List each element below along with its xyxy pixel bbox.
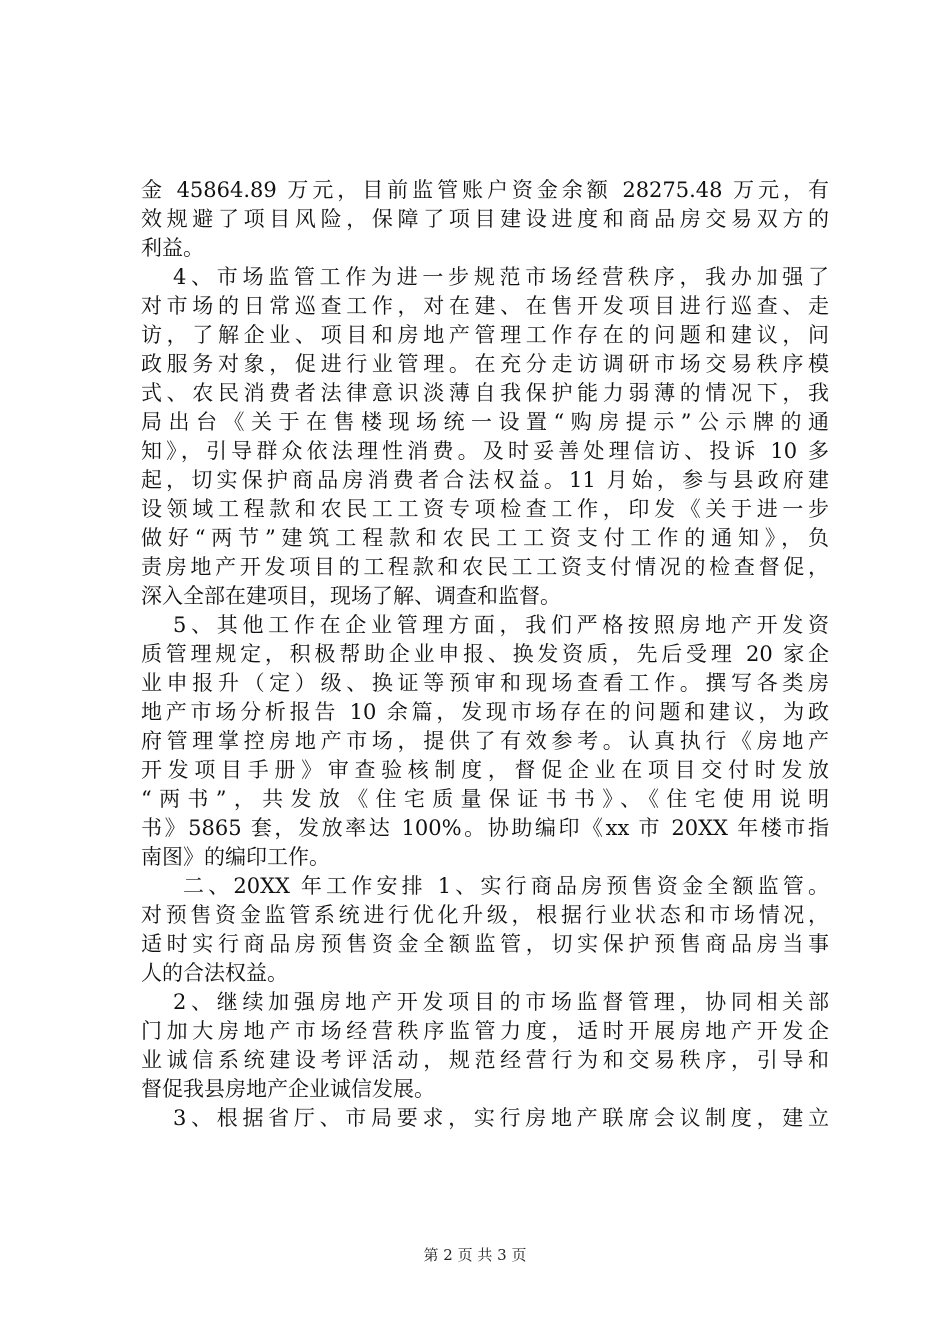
text-line: 质管理规定，积极帮助企业申报、换发资质，先后受理 20 家企 [141, 642, 829, 666]
text-line: 效规避了项目风险，保障了项目建设进度和商品房交易双方的 [141, 207, 829, 231]
text-line: 书》5865 套，发放率达 100%。协助编印《xx 市 20XX 年楼市指 [141, 816, 829, 840]
text-line: 做好“两节”建筑工程款和农民工工资支付工作的通知》，负 [141, 526, 829, 550]
text-line: 门加大房地产市场经营秩序监管力度，适时开展房地产开发企 [141, 1019, 829, 1043]
text-line: 局出台《关于在售楼现场统一设置“购房提示”公示牌的通 [141, 410, 829, 434]
text-line: 对市场的日常巡查工作，对在建、在售开发项目进行巡查、走 [141, 294, 829, 318]
text-line: 访，了解企业、项目和房地产管理工作存在的问题和建议，问 [141, 323, 829, 347]
text-line: 开发项目手册》审查验核制度，督促企业在项目交付时发放 [141, 758, 829, 782]
text-line: 对预售资金监管系统进行优化升级，根据行业状态和市场情况， [141, 903, 829, 927]
text-line: 政服务对象，促进行业管理。在充分走访调研市场交易秩序模 [141, 352, 829, 376]
text-line: 起，切实保护商品房消费者合法权益。11 月始，参与县政府建 [141, 468, 829, 492]
text-line: 责房地产开发项目的工程款和农民工工资支付情况的检查督促， [141, 555, 829, 579]
text-line: 2、继续加强房地产开发项目的市场监督管理，协同相关部 [173, 990, 829, 1014]
text-line: 5、其他工作在企业管理方面，我们严格按照房地产开发资 [173, 613, 829, 637]
text-line: 人的合法权益。 [141, 961, 288, 985]
text-line: 适时实行商品房预售资金全额监管，切实保护预售商品房当事 [141, 932, 829, 956]
text-line: 南图》的编印工作。 [141, 845, 330, 869]
text-line: 深入全部在建项目，现场了解、调查和监督。 [141, 584, 561, 608]
text-line: 业诚信系统建设考评活动，规范经营行为和交易秩序，引导和 [141, 1048, 829, 1072]
document-body [141, 176, 829, 1133]
text-line: 式、农民消费者法律意识淡薄自我保护能力弱薄的情况下，我 [141, 381, 829, 405]
text-line: 府管理掌控房地产市场，提供了有效参考。认真执行《房地产 [141, 729, 829, 753]
text-line: 知》，引导群众依法理性消费。及时妥善处理信访、投诉 10 多 [141, 439, 829, 463]
text-line: 3、根据省厅、市局要求，实行房地产联席会议制度，建立 [173, 1106, 829, 1130]
text-line: 地产市场分析报告 10 余篇，发现市场存在的问题和建议，为政 [141, 700, 829, 724]
text-line: 业申报升（定）级、换证等预审和现场查看工作。撰写各类房 [141, 671, 829, 695]
page-footer: 第 2 页 共 3 页 [423, 1246, 527, 1264]
text-line: 督促我县房地产企业诚信发展。 [141, 1077, 435, 1101]
text-line: 金 45864.89 万元，目前监管账户资金余额 28275.48 万元，有 [141, 178, 829, 202]
text-line: 二、20XX 年工作安排 1、实行商品房预售资金全额监管。 [183, 874, 829, 898]
text-line: “两书”，共发放《住宅质量保证书书》、《住宅使用说明 [141, 787, 829, 811]
text-line: 利益。 [141, 236, 204, 260]
text-line: 设领域工程款和农民工工资专项检查工作，印发《关于进一步 [141, 497, 829, 521]
text-line: 4、市场监管工作为进一步规范市场经营秩序，我办加强了 [173, 265, 829, 289]
